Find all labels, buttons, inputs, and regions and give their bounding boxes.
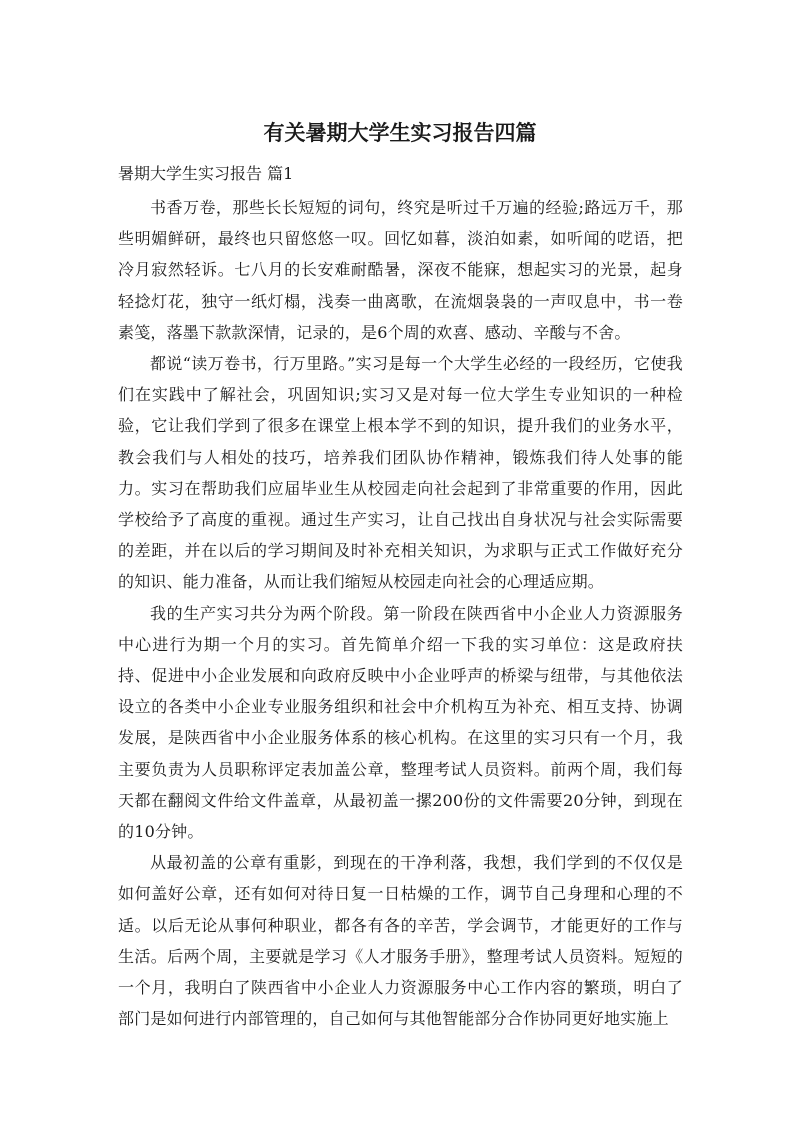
- paragraph: 我的生产实习共分为两个阶段。第一阶段在陕西省中小企业人力资源服务中心进行为期一个月的实习。首先简单介绍一下我的实习单位：这是政府扶持、促进中小企业发展和向政府反映中小企业呼声的桥梁与纽带，与其他依法设立的各类中小企业专业服务组织和社会中介机构互为补充、相互支持、协调发展，是陕西省中小企业服务体系的核心机构。在这里的实习只有一个月，我主要负责为人员职称评定表加盖公章，整理考试人员资料。前两个周，我们每天都在翻阅文件给文件盖章，从最初盖一摞200份的文件需要20分钟，到现在的10分钟。: [118, 603, 683, 842]
- paragraph: 从最初盖的公章有重影，到现在的干净利落，我想，我们学到的不仅仅是如何盖好公章，还有如何对待日复一日枯燥的工作，调节自己身理和心理的不适。以后无论从事何种职业，都各有各的辛苦，学会调节，才能更好的工作与生活。后两个周，主要就是学习《人才服务手册》，整理考试人员资料。短短的一个月，我明白了陕西省中小企业人力资源服务中心工作内容的繁琐，明白了部门是如何进行内部管理的，自己如何与其他智能部分合作协同更好地实施上: [118, 853, 683, 1029]
- section-title: 暑期大学生实习报告 篇1: [118, 164, 294, 183]
- document-body: [118, 192, 683, 1034]
- document-title: 有关暑期大学生实习报告四篇: [263, 121, 537, 145]
- paragraph: 书香万卷，那些长长短短的词句，终究是听过千万遍的经验;路远万千，那些明媚鲜研，最终也只留悠悠一叹。回忆如暮，淡泊如素，如听闻的呓语，把冷月寂然轻诉。七八月的长安难耐酷暑，深夜不能寐，想起实习的光景，起身轻捻灯花，独守一纸灯榻，浅奏一曲离歌，在流烟袅袅的一声叹息中，书一卷素笺，落墨下款款深情，记录的，是6个周的欢喜、感动、辛酸与不舍。: [118, 198, 683, 342]
- paragraph: 都说“读万卷书，行万里路。”实习是每一个大学生必经的一段经历，它使我们在实践中了解社会，巩固知识;实习又是对每一位大学生专业知识的一种检验，它让我们学到了很多在课堂上根本学不到的知识，提升我们的业务水平，教会我们与人相处的技巧，培养我们团队协作精神，锻炼我们待人处事的能力。实习在帮助我们应届毕业生从校园走向社会起到了非常重要的作用，因此学校给予了高度的重视。通过生产实习，让自己找出自身状况与社会实际需要的差距，并在以后的学习期间及时补充相关知识，为求职与正式工作做好充分的知识、能力准备，从而让我们缩短从校园走向社会的心理适应期。: [118, 354, 683, 592]
